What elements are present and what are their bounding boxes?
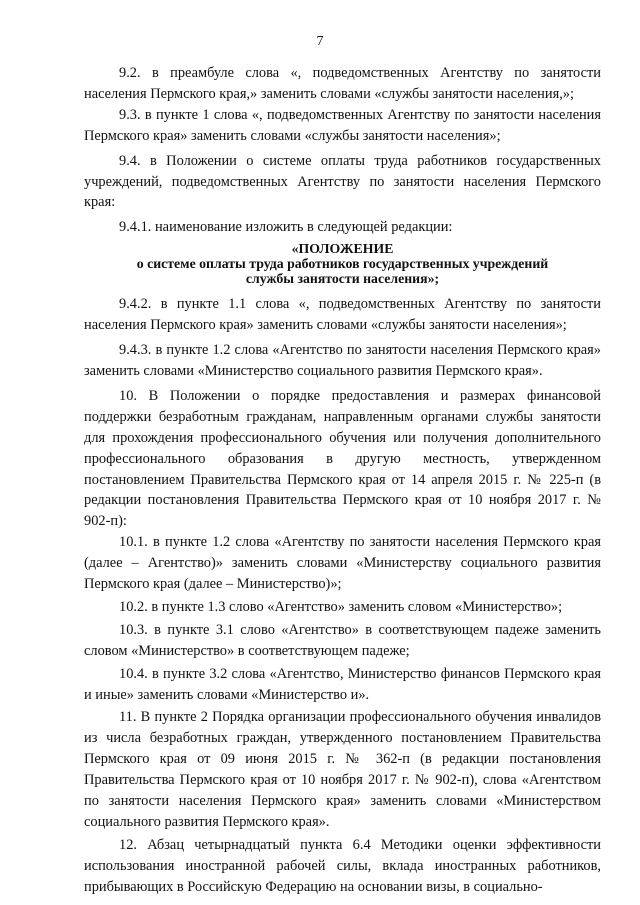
- paragraph-9-4: 9.4. в Положении о системе оплаты труда работников государственных учреждений, подведомственных Агентству по занятости населения Пермского края:: [84, 152, 601, 211]
- paragraph-10-4: 10.4. в пункте 3.2 слова «Агентство, Министерство финансов Пермского края и иные» заменить словами «Министерство и».: [84, 665, 601, 703]
- paragraph-10: 10. В Положении о порядке предоставления и размерах финансовой поддержки безработным гражданам, направленным органами службы занятости для прохождения профессионального обучения или получения дополнительного профессионального образования в другую местность, утвержденном постановлением Правительства Пермского края от 14 апреля 2015 г. № 225-п (в редакции постановления Правительства Пермского края от 10 ноября 2017 г. № 902-п):: [84, 387, 601, 530]
- page-number: 7: [316, 34, 324, 49]
- paragraph-10-1: 10.1. в пункте 1.2 слова «Агентству по занятости населения Пермского края (далее – Агентство)» заменить словами «Министерству социального развития Пермского края (далее – Министерство)»;: [84, 534, 601, 593]
- paragraph-10-3: 10.3. в пункте 3.1 слово «Агентство» в соответствующем падеже заменить словом «Министерство» в соответствующем падеже;: [84, 621, 601, 659]
- paragraph-12: 12. Абзац четырнадцатый пункта 6.4 Методики оценки эффективности использования иностранной рабочей силы, вклада иностранных работников, прибывающих в Российскую Федерацию на основании визы, в социально-: [84, 836, 601, 895]
- regulation-title: [84, 241, 601, 286]
- paragraph-9-2: 9.2. в преамбуле слова «, подведомственных Агентству по занятости населения Пермского края,» заменить словами «службы занятости населения,»;: [84, 65, 601, 102]
- regulation-title-line-3: службы занятости населения»;: [245, 271, 440, 287]
- paragraph-10-2: 10.2. в пункте 1.3 слово «Агентство» заменить словом «Министерство»;: [119, 598, 563, 615]
- regulation-title-line-2: о системе оплаты труда работников государственных учреждений: [136, 256, 549, 272]
- paragraph-11: 11. В пункте 2 Порядка организации профессионального обучения инвалидов из числа безработных граждан, утвержденного постановлением Правительства Пермского края от 09 июня 2015 г. № 362-п (в редакции постановления Правительства Пермского края от 10 ноября 2017 г. № 902-п), слова «Агентством по занятости населения Пермского края» заменить словами «Министерством социального развития Пермского края».: [84, 709, 601, 830]
- regulation-title-line-1: «ПОЛОЖЕНИЕ: [291, 241, 394, 257]
- document-body: [84, 63, 601, 898]
- paragraph-9-4-3: 9.4.3. в пункте 1.2 слова «Агентство по занятости населения Пермского края» заменить словами «Министерство социального развития Пермского края».: [84, 342, 601, 379]
- paragraph-9-4-2: 9.4.2. в пункте 1.1 слова «, подведомственных Агентству по занятости населения Пермского края» заменить словами «службы занятости населения»;: [84, 296, 601, 334]
- paragraph-9-3: 9.3. в пункте 1 слова «, подведомственных Агентству по занятости населения Пермского края» заменить словами «службы занятости населения»;: [84, 106, 601, 144]
- paragraph-9-4-1: 9.4.1. наименование изложить в следующей редакции:: [119, 219, 453, 236]
